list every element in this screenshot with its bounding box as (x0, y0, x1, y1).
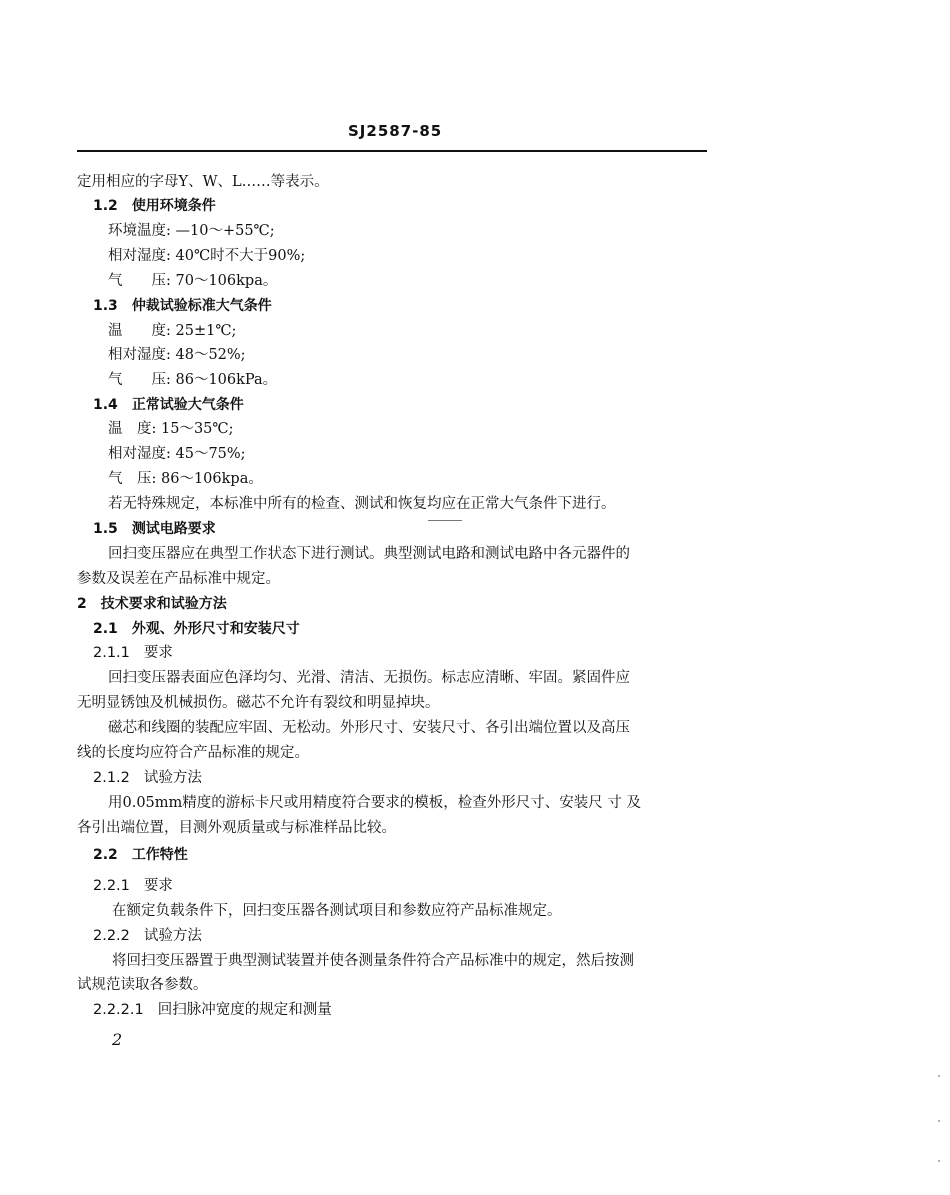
header-rule (77, 150, 707, 152)
section-2-1-heading (93, 619, 300, 639)
section-title: 外观、外形尺寸和安装尺寸 (131, 621, 300, 637)
arb-humid-value: 48～52%; (175, 347, 246, 363)
normal-temp-label: 温 度: (108, 421, 157, 437)
arb-press-row (108, 370, 277, 390)
section-2-2-1-heading (93, 876, 173, 896)
env-temp-row (108, 221, 275, 241)
appearance-para1-line1: 回扫变压器表面应色泽均匀、光滑、清洁、无损伤。标志应清晰、牢固。紧固件应 (108, 670, 630, 686)
arb-press-value: 86～106kPa。 (175, 372, 278, 388)
section-2-1-1-heading (93, 643, 173, 663)
env-humid-label: 相对湿度: (108, 248, 171, 264)
section-2-2-2-heading (93, 926, 202, 946)
section-2-1-2-heading (93, 768, 202, 788)
section-title: 仲裁试验标准大气条件 (131, 298, 272, 314)
arb-humid-row (108, 345, 246, 365)
normal-press-row (108, 469, 263, 489)
env-humid-row (108, 246, 305, 266)
section-number: 2.1.2 (93, 770, 130, 786)
env-humid-value: 40℃时不大于90%; (175, 248, 306, 264)
section-number: 2 (77, 596, 87, 612)
section-number: 1.3 (93, 298, 118, 314)
inspection-para-line2: 各引出端位置，目测外观质量或与标准样品比较。 (77, 820, 396, 836)
test-method-para-line1: 将回扫变压器置于典型测试装置并使各测量条件符合产品标准中的规定，然后按测 (112, 953, 634, 969)
section-number: 2.2.1 (93, 878, 130, 894)
scan-dash-mark (428, 520, 462, 521)
normal-humid-row (108, 444, 246, 464)
arb-temp-label: 温 度: (108, 323, 171, 339)
arb-press-label: 气 压: (108, 372, 171, 388)
section-1-4-heading (93, 395, 244, 415)
section-title: 工作特性 (131, 847, 188, 863)
section-number: 2.2.2.1 (93, 1002, 144, 1018)
appearance-para2-line2: 线的长度均应符合产品标准的规定。 (77, 745, 309, 761)
section-title: 要求 (143, 645, 173, 661)
normal-temp-value: 15～35℃; (161, 421, 234, 437)
normal-humid-value: 45～75%; (175, 446, 246, 462)
page-number: 2 (112, 1030, 123, 1049)
section-number: 2.1.1 (93, 645, 130, 661)
scan-speck (938, 1075, 940, 1077)
normal-humid-label: 相对湿度: (108, 446, 171, 462)
intro-line: 定用相应的字母Y、W、L……等表示。 (77, 174, 329, 190)
normal-conditions-note: 若无特殊规定，本标准中所有的检查、测试和恢复均应在正常大气条件下进行。 (108, 496, 616, 512)
arb-humid-label: 相对湿度: (108, 347, 171, 363)
normal-temp-row (108, 419, 234, 439)
test-method-para-line2: 试规范读取各参数。 (77, 977, 208, 993)
normal-press-value: 86～106kpa。 (161, 471, 263, 487)
env-temp-label: 环境温度: (108, 223, 171, 239)
section-title: 要求 (143, 878, 173, 894)
section-number: 2.1 (93, 621, 118, 637)
section-title: 回扫脉冲宽度的规定和测量 (157, 1002, 332, 1018)
appearance-para1-line2: 无明显锈蚀及机械损伤。磁芯不允许有裂纹和明显掉块。 (77, 695, 440, 711)
inspection-para-line1: 用0.05mm精度的游标卡尺或用精度符合要求的模板，检查外形尺寸、安装尺 寸 及 (108, 795, 641, 811)
section-title: 试验方法 (143, 770, 202, 786)
test-circuit-para-line2: 参数及误差在产品标准中规定。 (77, 571, 280, 587)
section-2-heading (77, 594, 227, 614)
section-title: 技术要求和试验方法 (100, 596, 227, 612)
section-number: 1.4 (93, 397, 118, 413)
env-temp-value: —10～+55℃; (175, 223, 275, 239)
section-number: 2.2.2 (93, 928, 130, 944)
section-title: 试验方法 (143, 928, 202, 944)
section-1-2-heading (93, 196, 216, 216)
arb-temp-row (108, 321, 236, 341)
env-press-value: 70～106kpa。 (175, 273, 278, 289)
section-number: 1.2 (93, 198, 118, 214)
section-title: 测试电路要求 (131, 521, 216, 537)
section-2-2-2-1-heading (93, 1000, 332, 1020)
standard-code-header: SJ2587-85 (348, 122, 443, 140)
test-circuit-para-line1: 回扫变压器应在典型工作状态下进行测试。典型测试电路和测试电路中各元器件的 (108, 546, 630, 562)
env-press-row (108, 271, 277, 291)
env-press-label: 气 压: (108, 273, 171, 289)
section-number: 2.2 (93, 847, 118, 863)
scan-speck (938, 1160, 940, 1162)
work-char-para-line1: 在额定负载条件下，回扫变压器各测试项目和参数应符产品标准规定。 (112, 903, 562, 919)
section-1-3-heading (93, 296, 272, 316)
section-title: 正常试验大气条件 (131, 397, 244, 413)
scan-speck (938, 1120, 940, 1122)
arb-temp-value: 25±1℃; (175, 323, 237, 339)
section-title: 使用环境条件 (131, 198, 216, 214)
appearance-para2-line1: 磁芯和线圈的装配应牢固、无松动。外形尺寸、安装尺寸、各引出端位置以及高压 (108, 720, 630, 736)
normal-press-label: 气 压: (108, 471, 157, 487)
section-1-5-heading (93, 519, 216, 539)
section-number: 1.5 (93, 521, 118, 537)
section-2-2-heading (93, 845, 188, 865)
